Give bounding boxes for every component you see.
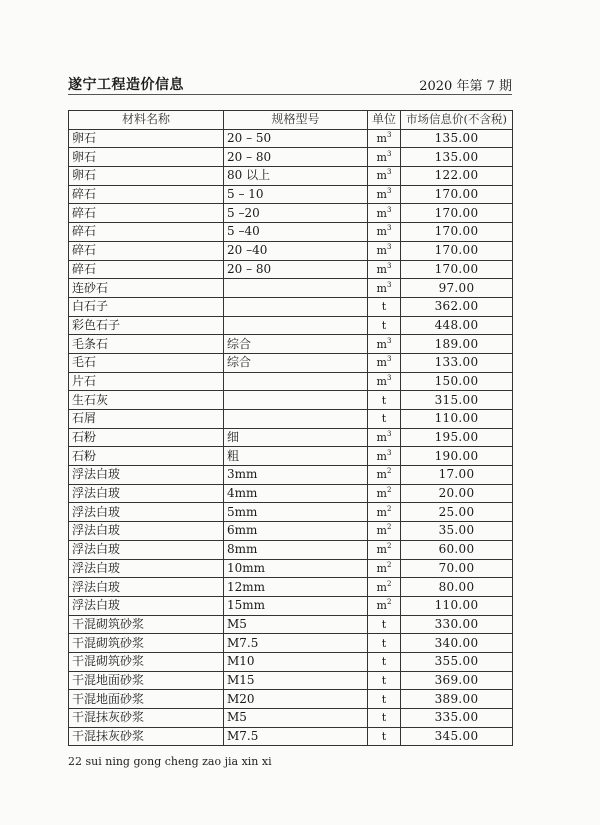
unit-cell — [368, 279, 401, 298]
price-cell: 330.00 — [401, 615, 513, 634]
unit-base: t — [381, 692, 387, 706]
price-cell: 189.00 — [401, 335, 513, 354]
table-row — [69, 148, 513, 167]
unit-exponent: 3 — [386, 131, 392, 140]
unit-exponent: 3 — [386, 261, 392, 270]
unit-base: m — [376, 262, 387, 276]
unit-exponent: 2 — [386, 523, 392, 532]
unit-base: t — [381, 673, 387, 687]
column-header-price: 市场信息价(不含税) — [401, 111, 513, 130]
material-name-cell: 碎石 — [69, 223, 224, 242]
unit-base: m — [376, 543, 387, 557]
table-row — [69, 466, 513, 485]
price-cell: 20.00 — [401, 484, 513, 503]
table-row — [69, 634, 513, 653]
material-name-cell: 卵石 — [69, 167, 224, 186]
spec-cell: 80 以上 — [224, 167, 368, 186]
unit-cell — [368, 484, 401, 503]
material-name-cell: 碎石 — [69, 241, 224, 260]
spec-cell — [224, 297, 368, 316]
table-header-row — [69, 111, 513, 130]
table-row — [69, 297, 513, 316]
table-row — [69, 335, 513, 354]
unit-base: m — [376, 431, 387, 445]
unit-cell — [368, 148, 401, 167]
price-cell: 389.00 — [401, 690, 513, 709]
table-row — [69, 372, 513, 391]
unit-cell — [368, 260, 401, 279]
spec-cell — [224, 279, 368, 298]
unit-cell — [368, 185, 401, 204]
spec-cell: 5 – 10 — [224, 185, 368, 204]
material-name-cell: 石粉 — [69, 428, 224, 447]
spec-cell: 3mm — [224, 466, 368, 485]
material-name-cell: 干混砌筑砂浆 — [69, 634, 224, 653]
unit-base: t — [381, 636, 387, 650]
table-body — [69, 129, 513, 746]
unit-cell — [368, 596, 401, 615]
table-row — [69, 185, 513, 204]
material-name-cell: 干混地面砂浆 — [69, 671, 224, 690]
spec-cell: M7.5 — [224, 634, 368, 653]
material-name-cell: 浮法白玻 — [69, 522, 224, 541]
unit-cell — [368, 223, 401, 242]
spec-cell: 细 — [224, 428, 368, 447]
unit-base: m — [376, 356, 387, 370]
unit-exponent: 2 — [386, 504, 392, 513]
table-row — [69, 279, 513, 298]
unit-base: m — [376, 337, 387, 351]
table-row — [69, 690, 513, 709]
price-cell: 150.00 — [401, 372, 513, 391]
unit-cell — [368, 372, 401, 391]
unit-cell — [368, 578, 401, 597]
material-name-cell: 浮法白玻 — [69, 559, 224, 578]
table-row — [69, 391, 513, 410]
table-row — [69, 727, 513, 746]
spec-cell: 5mm — [224, 503, 368, 522]
table-row — [69, 428, 513, 447]
table-row — [69, 709, 513, 728]
spec-cell: 15mm — [224, 596, 368, 615]
price-cell: 70.00 — [401, 559, 513, 578]
unit-cell — [368, 335, 401, 354]
table-row — [69, 596, 513, 615]
price-cell: 135.00 — [401, 148, 513, 167]
table-row — [69, 540, 513, 559]
unit-base: m — [376, 132, 387, 146]
unit-exponent: 2 — [386, 467, 392, 476]
unit-exponent: 2 — [386, 542, 392, 551]
unit-exponent: 2 — [386, 598, 392, 607]
price-cell: 335.00 — [401, 709, 513, 728]
unit-cell — [368, 709, 401, 728]
unit-exponent: 3 — [386, 149, 392, 158]
unit-cell — [368, 652, 401, 671]
spec-cell — [224, 316, 368, 335]
table-row — [69, 503, 513, 522]
unit-base: t — [381, 318, 387, 332]
unit-base: t — [381, 711, 387, 725]
unit-base: t — [381, 655, 387, 669]
issue-number: 2020 年第 7 期 — [419, 79, 512, 94]
unit-base: m — [376, 281, 387, 295]
page-footer: 22 sui ning gong cheng zao jia xin xi — [68, 755, 272, 768]
material-name-cell: 浮法白玻 — [69, 578, 224, 597]
unit-cell — [368, 503, 401, 522]
unit-cell — [368, 466, 401, 485]
spec-cell: 20 – 50 — [224, 129, 368, 148]
material-name-cell: 干混抹灰砂浆 — [69, 709, 224, 728]
spec-cell — [224, 391, 368, 410]
unit-base: m — [376, 487, 387, 501]
price-cell: 170.00 — [401, 260, 513, 279]
unit-cell — [368, 204, 401, 223]
material-name-cell: 碎石 — [69, 185, 224, 204]
unit-cell — [368, 410, 401, 429]
price-cell: 110.00 — [401, 410, 513, 429]
unit-base: m — [376, 449, 387, 463]
table-row — [69, 671, 513, 690]
table-row — [69, 522, 513, 541]
material-name-cell: 干混砌筑砂浆 — [69, 652, 224, 671]
unit-exponent: 3 — [386, 205, 392, 214]
unit-base: m — [376, 169, 387, 183]
material-name-cell: 干混抹灰砂浆 — [69, 727, 224, 746]
price-cell: 362.00 — [401, 297, 513, 316]
unit-base: m — [376, 580, 387, 594]
unit-exponent: 3 — [386, 280, 392, 289]
spec-cell: 20 –40 — [224, 241, 368, 260]
table-row — [69, 484, 513, 503]
material-name-cell: 干混地面砂浆 — [69, 690, 224, 709]
material-name-cell: 浮法白玻 — [69, 540, 224, 559]
spec-cell: 粗 — [224, 447, 368, 466]
material-name-cell: 浮法白玻 — [69, 484, 224, 503]
unit-base: m — [376, 225, 387, 239]
unit-exponent: 2 — [386, 486, 392, 495]
spec-cell: 12mm — [224, 578, 368, 597]
price-cell: 35.00 — [401, 522, 513, 541]
unit-cell — [368, 522, 401, 541]
spec-cell: 8mm — [224, 540, 368, 559]
table-row — [69, 241, 513, 260]
unit-base: m — [376, 374, 387, 388]
material-name-cell: 片石 — [69, 372, 224, 391]
price-cell: 170.00 — [401, 185, 513, 204]
price-cell: 315.00 — [401, 391, 513, 410]
spec-cell: 20 – 80 — [224, 148, 368, 167]
table-row — [69, 167, 513, 186]
spec-cell: 综合 — [224, 335, 368, 354]
price-cell: 170.00 — [401, 204, 513, 223]
material-name-cell: 卵石 — [69, 129, 224, 148]
table-row — [69, 316, 513, 335]
price-cell: 110.00 — [401, 596, 513, 615]
unit-cell — [368, 353, 401, 372]
spec-cell: 5 –20 — [224, 204, 368, 223]
unit-base: m — [376, 468, 387, 482]
unit-exponent: 3 — [386, 243, 392, 252]
material-name-cell: 生石灰 — [69, 391, 224, 410]
spec-cell: 4mm — [224, 484, 368, 503]
table-row — [69, 204, 513, 223]
table-row — [69, 129, 513, 148]
price-cell: 355.00 — [401, 652, 513, 671]
price-cell: 190.00 — [401, 447, 513, 466]
material-name-cell: 白石子 — [69, 297, 224, 316]
unit-cell — [368, 297, 401, 316]
spec-cell: 20 – 80 — [224, 260, 368, 279]
price-cell: 170.00 — [401, 223, 513, 242]
price-cell: 122.00 — [401, 167, 513, 186]
spec-cell — [224, 372, 368, 391]
table-row — [69, 578, 513, 597]
price-cell: 80.00 — [401, 578, 513, 597]
price-cell: 340.00 — [401, 634, 513, 653]
material-name-cell: 彩色石子 — [69, 316, 224, 335]
unit-cell — [368, 559, 401, 578]
unit-cell — [368, 615, 401, 634]
unit-cell — [368, 241, 401, 260]
unit-exponent: 3 — [386, 448, 392, 457]
unit-cell — [368, 634, 401, 653]
unit-base: m — [376, 150, 387, 164]
unit-base: t — [381, 730, 387, 744]
unit-cell — [368, 690, 401, 709]
unit-exponent: 3 — [386, 224, 392, 233]
price-cell: 60.00 — [401, 540, 513, 559]
unit-base: t — [381, 412, 387, 426]
table-row — [69, 260, 513, 279]
material-name-cell: 连砂石 — [69, 279, 224, 298]
unit-base: m — [376, 524, 387, 538]
material-name-cell: 石粉 — [69, 447, 224, 466]
price-cell: 345.00 — [401, 727, 513, 746]
unit-exponent: 3 — [386, 430, 392, 439]
spec-cell: M20 — [224, 690, 368, 709]
material-name-cell: 石屑 — [69, 410, 224, 429]
unit-exponent: 3 — [386, 355, 392, 364]
table-row — [69, 353, 513, 372]
spec-cell: 10mm — [224, 559, 368, 578]
unit-exponent: 3 — [386, 336, 392, 345]
unit-exponent: 2 — [386, 560, 392, 569]
unit-exponent: 3 — [386, 168, 392, 177]
material-name-cell: 干混砌筑砂浆 — [69, 615, 224, 634]
table-row — [69, 410, 513, 429]
material-name-cell: 浮法白玻 — [69, 466, 224, 485]
material-name-cell: 碎石 — [69, 260, 224, 279]
unit-cell — [368, 540, 401, 559]
unit-exponent: 3 — [386, 187, 392, 196]
table-row — [69, 447, 513, 466]
spec-cell: M5 — [224, 709, 368, 728]
unit-base: m — [376, 206, 387, 220]
publication-title: 遂宁工程造价信息 — [68, 77, 184, 93]
page-header — [68, 74, 512, 95]
unit-cell — [368, 391, 401, 410]
price-cell: 170.00 — [401, 241, 513, 260]
unit-base: t — [381, 393, 387, 407]
unit-base: m — [376, 561, 387, 575]
price-cell: 97.00 — [401, 279, 513, 298]
unit-base: m — [376, 505, 387, 519]
unit-base: m — [376, 599, 387, 613]
table-row — [69, 559, 513, 578]
unit-cell — [368, 671, 401, 690]
spec-cell: M7.5 — [224, 727, 368, 746]
material-name-cell: 浮法白玻 — [69, 503, 224, 522]
unit-cell — [368, 428, 401, 447]
price-cell: 135.00 — [401, 129, 513, 148]
spec-cell: 5 –40 — [224, 223, 368, 242]
column-header-spec: 规格型号 — [224, 111, 368, 130]
unit-cell — [368, 727, 401, 746]
column-header-unit: 单位 — [368, 111, 401, 130]
spec-cell — [224, 410, 368, 429]
material-name-cell: 浮法白玻 — [69, 596, 224, 615]
price-cell: 25.00 — [401, 503, 513, 522]
unit-base: t — [381, 617, 387, 631]
spec-cell: M15 — [224, 671, 368, 690]
price-table — [68, 110, 513, 746]
price-cell: 133.00 — [401, 353, 513, 372]
price-cell: 17.00 — [401, 466, 513, 485]
material-name-cell: 毛石 — [69, 353, 224, 372]
table-row — [69, 223, 513, 242]
column-header-material-name: 材料名称 — [69, 111, 224, 130]
material-name-cell: 毛条石 — [69, 335, 224, 354]
spec-cell: M10 — [224, 652, 368, 671]
material-name-cell: 卵石 — [69, 148, 224, 167]
table-row — [69, 615, 513, 634]
unit-base: t — [381, 300, 387, 314]
price-cell: 369.00 — [401, 671, 513, 690]
unit-cell — [368, 167, 401, 186]
price-cell: 448.00 — [401, 316, 513, 335]
unit-base: m — [376, 188, 387, 202]
price-cell: 195.00 — [401, 428, 513, 447]
unit-cell — [368, 447, 401, 466]
unit-cell — [368, 129, 401, 148]
table-row — [69, 652, 513, 671]
unit-base: m — [376, 244, 387, 258]
unit-cell — [368, 316, 401, 335]
spec-cell: M5 — [224, 615, 368, 634]
unit-exponent: 3 — [386, 373, 392, 382]
spec-cell: 6mm — [224, 522, 368, 541]
spec-cell: 综合 — [224, 353, 368, 372]
unit-exponent: 2 — [386, 579, 392, 588]
material-name-cell: 碎石 — [69, 204, 224, 223]
